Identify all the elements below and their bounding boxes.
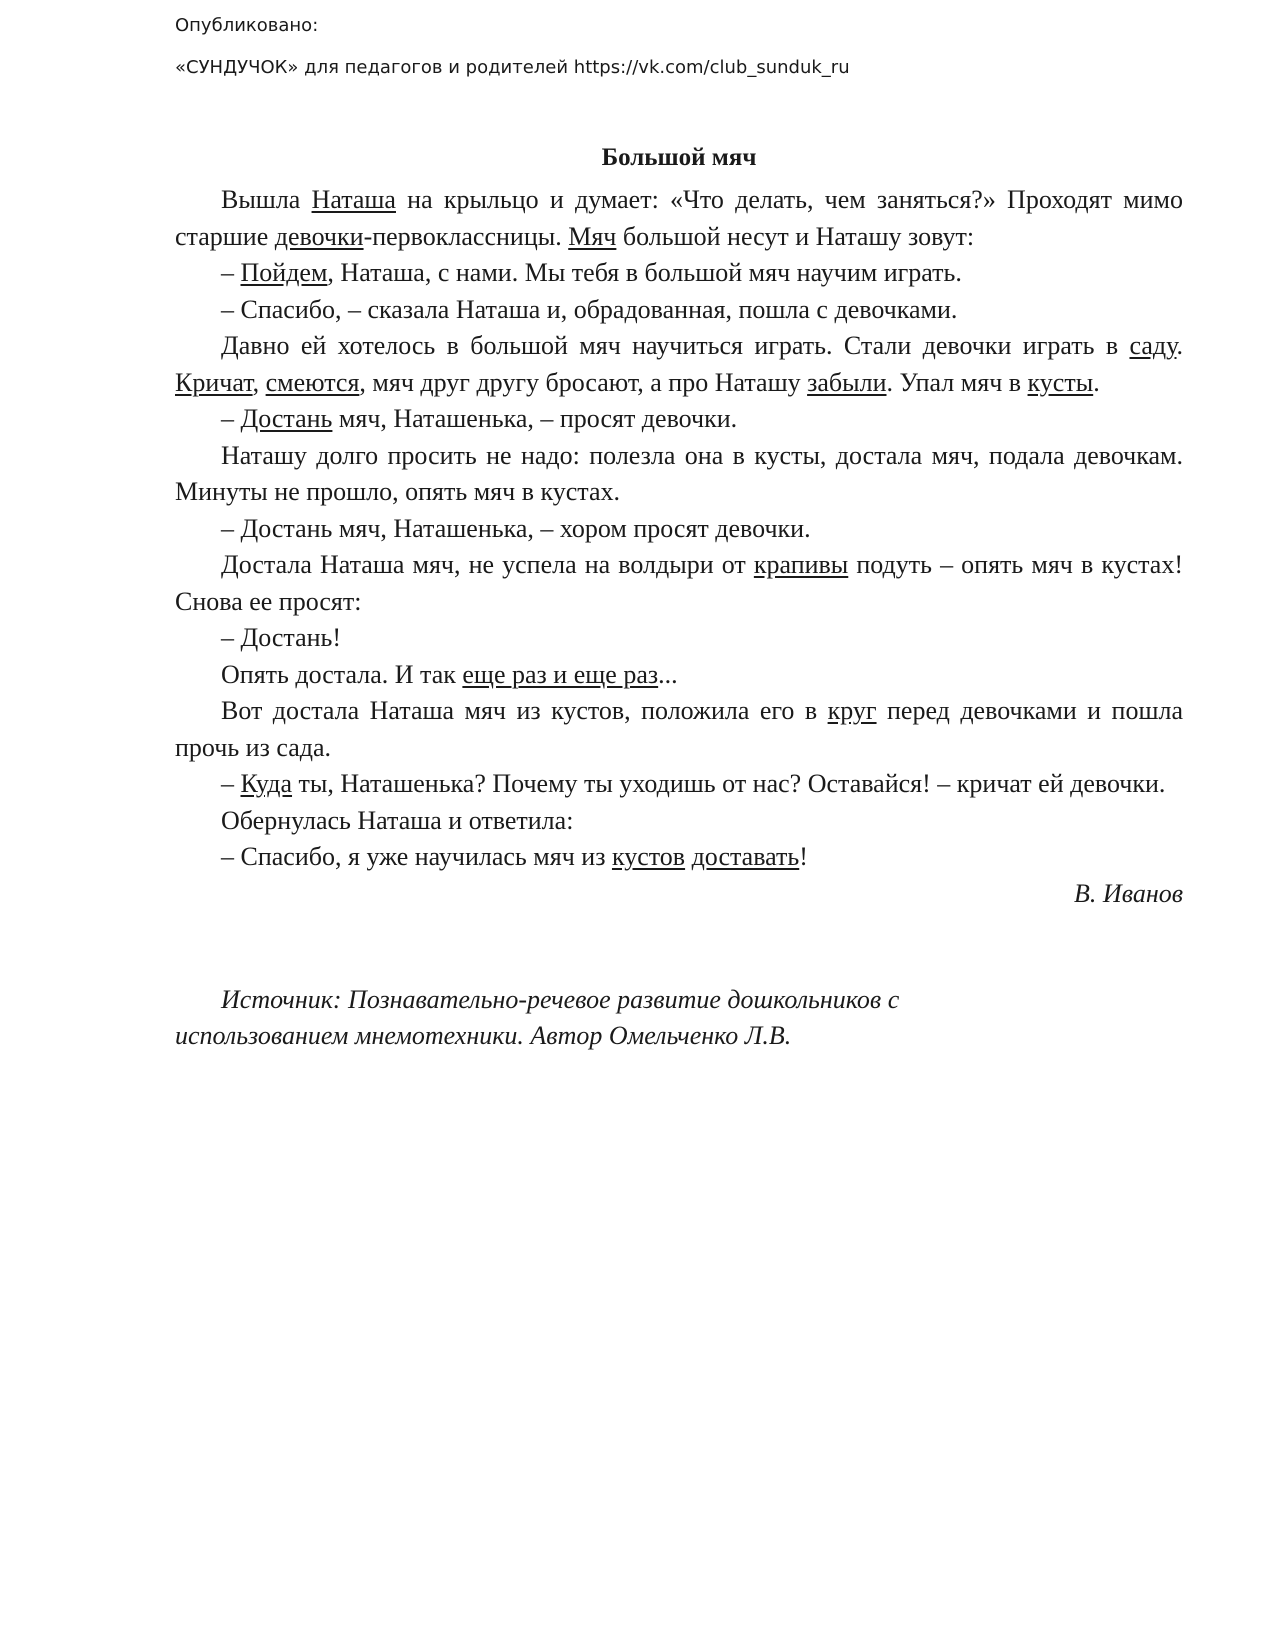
text-run: Достала Наташа мяч, не успела на волдыри от [221, 550, 754, 579]
underlined-word: Наташа [311, 185, 396, 214]
story-title: Большой мяч [601, 144, 757, 171]
story-paragraph [175, 255, 1183, 292]
text-run: . [1176, 331, 1183, 360]
text-run: Опять достала. И так [221, 659, 463, 689]
text-run: подуть – опять мяч в кустах! Снова ее просят: [175, 550, 1184, 616]
published-label: Опубликовано: [175, 15, 319, 36]
text-run: – Спасибо, – сказала Наташа и, обрадованная, пошла с девочками. [221, 294, 958, 324]
underlined-word: Пойдем [240, 258, 328, 287]
text-run: , [252, 367, 266, 397]
text-run: , мяч друг другу бросают, а про Наташу [359, 367, 808, 397]
underlined-word: еще раз и еще раз [462, 659, 659, 689]
text-run: Вышла [221, 185, 312, 214]
underlined-word: Достань [240, 404, 333, 433]
text-run: ! [799, 842, 808, 871]
text-run: , Наташа, с нами. Мы тебя в большой мяч научим играть. [327, 258, 962, 287]
underlined-word: Мяч [568, 221, 617, 251]
story [175, 140, 1183, 1054]
story-paragraph [175, 401, 1183, 438]
story-paragraph [175, 803, 1183, 840]
underlined-word: девочки [274, 221, 364, 251]
text-run: мяч, Наташенька, – просят девочки. [332, 404, 738, 433]
underlined-word: забыли [807, 367, 887, 397]
text-run: Давно ей хотелось в большой мяч научиться играть. Стали девочки играть в [221, 331, 1130, 360]
text-run: . [1093, 367, 1100, 397]
text-run: . Упал мяч в [886, 367, 1028, 397]
story-paragraph [175, 620, 1183, 657]
text-run: – [221, 258, 241, 287]
text-run: Обернулась Наташа и ответила: [221, 805, 574, 835]
text-run: перед девочками и пошла прочь из сада. [175, 696, 1183, 762]
story-paragraph [175, 292, 1183, 329]
story-paragraph [175, 511, 1183, 548]
underlined-word: кустов [611, 842, 686, 871]
text-run: – Спасибо, я уже научилась мяч из [221, 842, 612, 871]
source-note: Источник: Познавательно-речевое развитие дошкольников с использованием мнемотехники. Автор Омельченко Л.В. [175, 985, 900, 1050]
story-paragraph [175, 438, 1183, 511]
text-run: Вот достала Наташа мяч из кустов, положила его в [221, 696, 828, 725]
story-paragraph [175, 693, 1183, 766]
underlined-word: смеются [265, 367, 360, 397]
story-paragraph [175, 547, 1183, 620]
underlined-word: доставать [691, 842, 800, 871]
text-run: большой несут и Наташу зовут: [616, 221, 975, 251]
text-run: на крыльцо и думает: «Что делать, чем заняться?» Проходят мимо старшие [175, 185, 1183, 251]
text-run: ты, Наташенька? Почему ты уходишь от нас? Оставайся! – кричат ей девочки. [292, 769, 1166, 798]
text-run: – [221, 769, 241, 798]
text-run: – Достань! [221, 623, 342, 652]
underlined-word: кусты [1027, 367, 1094, 397]
story-paragraph [175, 766, 1183, 803]
site-line: «СУНДУЧОК» для педагогов и родителей https://vk.com/club_sunduk_ru [175, 57, 850, 78]
page-header [175, 14, 1175, 80]
underlined-word: Куда [240, 769, 293, 798]
text-run: – [221, 404, 241, 433]
underlined-word: круг [827, 696, 877, 725]
text-run: Наташу долго просить не надо: полезла она в кусты, достала мяч, подала девочкам. Минуты не прошло, опять мяч в кустах. [175, 440, 1183, 506]
story-paragraph [175, 182, 1183, 255]
text-run: ... [658, 659, 678, 689]
story-paragraph [175, 328, 1183, 401]
underlined-word: Кричат [175, 367, 253, 397]
story-paragraph [175, 839, 1183, 876]
story-author: В. Иванов [1074, 878, 1183, 908]
text-run: – Достань мяч, Наташенька, – хором просят девочки. [221, 513, 811, 543]
story-body [175, 182, 1183, 876]
story-paragraph [175, 657, 1183, 694]
text-run: -первоклассницы. [363, 221, 569, 251]
underlined-word: саду [1129, 331, 1177, 360]
underlined-word: крапивы [753, 550, 849, 579]
